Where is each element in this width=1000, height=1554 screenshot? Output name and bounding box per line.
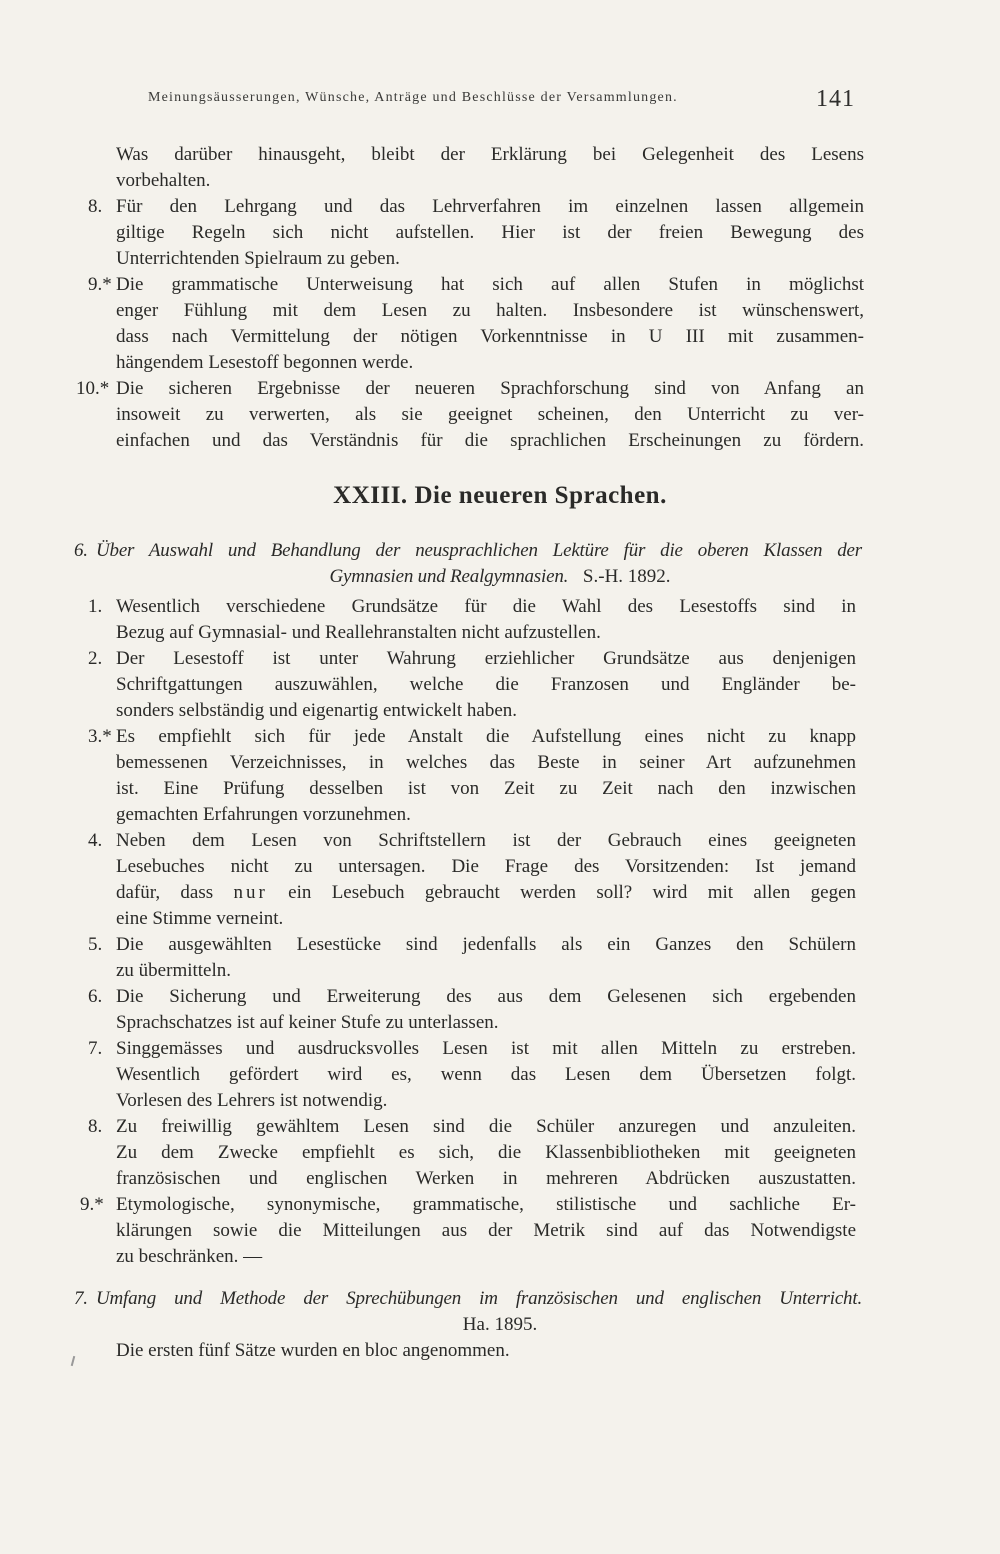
item-number: 8.	[88, 196, 103, 217]
text-line: Wesentlich verschiedene Grundsätze für die Wahl des Lesestoffs sind in	[116, 596, 856, 617]
item-number: 10.*	[76, 378, 110, 399]
text-line: Singgemässes und ausdrucksvolles Lesen ist mit allen Mitteln zu erstreben.	[116, 1038, 856, 1059]
text-fragment: dafür, dass	[116, 882, 214, 903]
text-line: hängendem Lesestoff begonnen werde.	[116, 352, 414, 373]
text-line: Die ersten fünf Sätze wurden en bloc angenommen.	[116, 1340, 510, 1361]
item-number: 8.	[88, 1116, 103, 1137]
text-line: Die grammatische Unterweisung hat sich auf allen Stufen in möglichst	[116, 274, 864, 295]
text-line: Die Sicherung und Erweiterung des aus dem Gelesenen sich ergebenden	[116, 986, 856, 1007]
item-number: 9.*	[80, 1194, 104, 1215]
item-source: S.-H. 1892.	[582, 566, 671, 587]
text-line	[116, 880, 856, 906]
text-line: Was darüber hinausgeht, bleibt der Erklärung bei Gelegenheit des Lesens	[116, 144, 864, 165]
text-line: Neben dem Lesen von Schriftstellern ist der Gebrauch eines geeigneten	[116, 830, 856, 851]
text-line: gemachten Erfahrungen vorzunehmen.	[116, 804, 411, 825]
section-title: Die neueren Sprachen.	[414, 482, 667, 509]
text-line: Bezug auf Gymnasial- und Reallehranstalten nicht aufzustellen.	[116, 622, 601, 643]
item-source: Ha. 1895.	[462, 1314, 538, 1335]
item-number: 7.	[74, 1288, 88, 1309]
text-line: Sprachschatzes ist auf keiner Stufe zu unterlassen.	[116, 1012, 499, 1033]
item-number: 6.	[88, 986, 103, 1007]
text-line: bemessenen Verzeichnisses, in welches das Beste in seiner Art aufzunehmen	[116, 752, 856, 773]
text-line: Wesentlich gefördert wird es, wenn das Lesen dem Übersetzen folgt.	[116, 1064, 856, 1085]
text-line: zu beschränken. —	[116, 1246, 263, 1267]
section-roman-numeral: XXIII.	[333, 482, 408, 509]
item-number: 4.	[88, 830, 103, 851]
item-title: Über Auswahl und Behandlung der neusprachlichen Lektüre für die oberen Klassen der	[96, 540, 862, 561]
item-number: 9.*	[88, 274, 112, 295]
text-line: klärungen sowie die Mitteilungen aus der Metrik sind auf das Notwendigste	[116, 1220, 856, 1241]
text-line: dass nach Vermittelung der nötigen Vorkenntnisse in U III mit zusammen-	[116, 326, 864, 347]
item-number: 1.	[88, 596, 103, 617]
item-number: 2.	[88, 648, 103, 669]
text-line: Die ausgewählten Lesestücke sind jedenfalls als ein Ganzes den Schülern	[116, 934, 856, 955]
item-number: 3.*	[88, 726, 112, 747]
text-line: Für den Lehrgang und das Lehrverfahren im einzelnen lassen allgemein	[116, 196, 864, 217]
emphasis-word: nur	[233, 882, 268, 903]
running-title: Meinungsäusserungen, Wünsche, Anträge und Beschlüsse der Versammlungen.	[148, 90, 678, 105]
margin-mark	[71, 1356, 76, 1366]
text-fragment: ein Lesebuch gebraucht werden soll? wird mit allen gegen	[288, 882, 857, 903]
text-line: sonders selbständig und eigenartig entwickelt haben.	[116, 700, 518, 721]
text-line: Etymologische, synonymische, grammatische, stilistische und sachliche Er-	[116, 1194, 856, 1215]
text-line: Es empfiehlt sich für jede Anstalt die Aufstellung eines nicht zu knapp	[116, 726, 856, 747]
page-number: 141	[816, 86, 855, 112]
text-line: französischen und englischen Werken in mehreren Abdrücken auszustatten.	[116, 1168, 856, 1189]
text-line: ist. Eine Prüfung desselben ist von Zeit zu Zeit nach den inzwischen	[116, 778, 856, 799]
item-number: 5.	[88, 934, 103, 955]
text-line: enger Fühlung mit dem Lesen zu halten. Insbesondere ist wünschenswert,	[116, 300, 864, 321]
text-line: vorbehalten.	[116, 170, 211, 191]
item-title-continuation: Gymnasien und Realgymnasien.	[329, 566, 569, 587]
item-title: Umfang und Methode der Sprechübungen im französischen und englischen Unterricht.	[96, 1288, 862, 1309]
text-line: einfachen und das Verständnis für die sprachlichen Erscheinungen zu fördern.	[116, 430, 864, 451]
text-line: Zu freiwillig gewähltem Lesen sind die Schüler anzuregen und anzuleiten.	[116, 1116, 856, 1137]
text-line: zu übermitteln.	[116, 960, 232, 981]
item-number: 6.	[74, 540, 88, 561]
item-title-line2	[0, 564, 1000, 590]
section-heading	[0, 482, 1000, 510]
text-line: giltige Regeln sich nicht aufstellen. Hier ist der freien Bewegung des	[116, 222, 864, 243]
text-line: Vorlesen des Lehrers ist notwendig.	[116, 1090, 388, 1111]
item-number: 7.	[88, 1038, 103, 1059]
text-line: Lesebuches nicht zu untersagen. Die Frage des Vorsitzenden: Ist jemand	[116, 856, 856, 877]
text-line: Zu dem Zwecke empfiehlt es sich, die Klassenbibliotheken mit geeigneten	[116, 1142, 856, 1163]
text-line: Unterrichtenden Spielraum zu geben.	[116, 248, 400, 269]
text-line: Die sicheren Ergebnisse der neueren Sprachforschung sind von Anfang an	[116, 378, 864, 399]
text-line: insoweit zu verwerten, als sie geeignet scheinen, den Unterricht zu ver-	[116, 404, 864, 425]
text-line: Der Lesestoff ist unter Wahrung erziehlicher Grundsätze aus denjenigen	[116, 648, 856, 669]
text-line: eine Stimme verneint.	[116, 908, 284, 929]
text-line: Schriftgattungen auszuwählen, welche die Franzosen und Engländer be-	[116, 674, 856, 695]
